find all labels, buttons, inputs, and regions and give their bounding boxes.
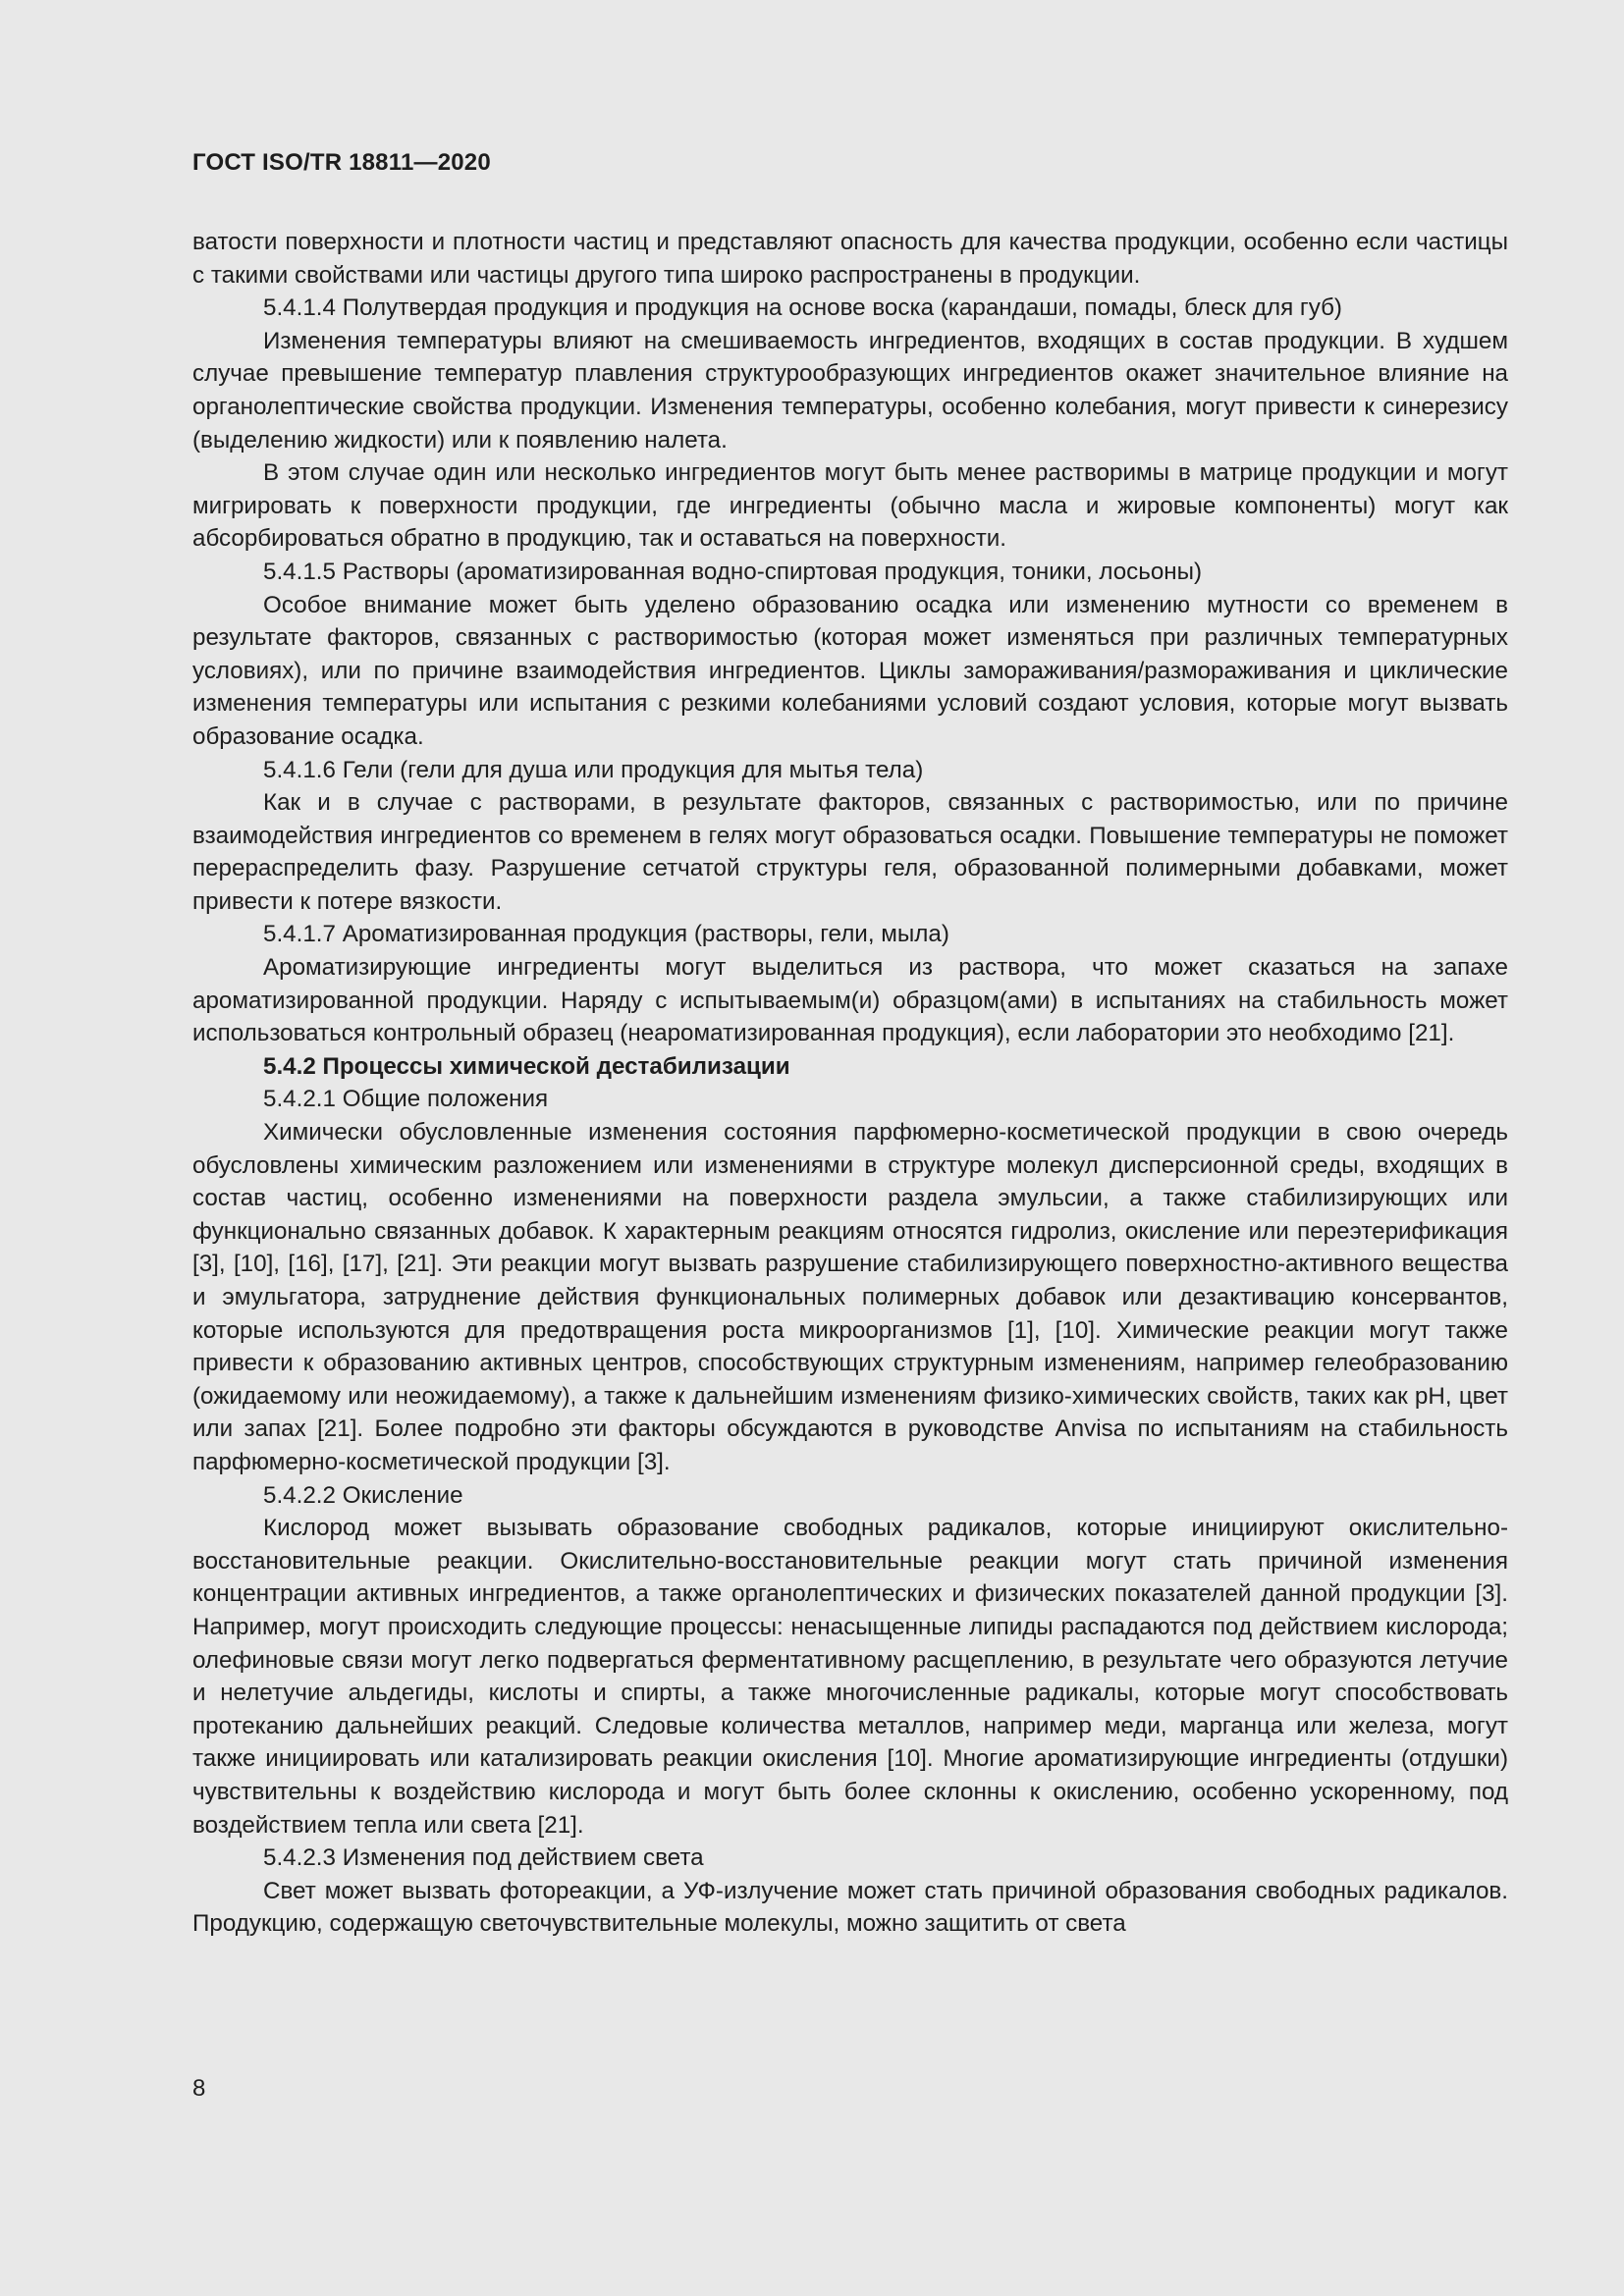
paragraph: Ароматизирующие ингредиенты могут выделиться из раствора, что может сказаться на запахе ароматизированной продукции. Наряду с испытываемым(и) образцом(ами) в испытаниях на стабильность может использоваться контрольный образец (неароматизированная продукция), если лаборатории это необходимо [21]. — [192, 954, 1508, 1047]
document-header: ГОСТ ISO/TR 18811—2020 — [192, 149, 491, 176]
paragraph: В этом случае один или несколько ингредиентов могут быть менее растворимы в матрице продукции и могут мигрировать к поверхности продукции, где ингредиенты (обычно масла и жировые компоненты) могут как абсорбироваться обратно в продукцию, так и оставаться на поверхности. — [192, 459, 1508, 553]
document-body — [192, 226, 1508, 1941]
section-heading-5-4-1-4: 5.4.1.4 Полутвердая продукция и продукция на основе воска (карандаши, помады, блеск для губ) — [263, 294, 1342, 322]
section-heading-5-4-2-1: 5.4.2.1 Общие положения — [263, 1086, 549, 1113]
section-heading-5-4-1-7: 5.4.1.7 Ароматизированная продукция (растворы, гели, мыла) — [263, 921, 949, 948]
paragraph: Кислород может вызывать образование свободных радикалов, которые инициируют окислительно-восстановительные реакции. Окислительно-восстановительные реакции могут стать причиной изменения концентрации активных ингредиентов, а также органолептических и физических показателей данной продукции [3]. Например, могут происходить следующие процессы: ненасыщенные липиды распадаются под действием кислорода; олефиновые связи могут легко подвергаться ферментативному расщеплению, в результате чего образуются летучие и нелетучие альдегиды, кислоты и спирты, а также многочисленные радикалы, которые могут способствовать протеканию дальнейших реакций. Следовые количества металлов, например меди, марганца или железа, могут также инициировать или катализировать реакции окисления [10]. Многие ароматизирующие ингредиенты (отдушки) чувствительны к воздействию кислорода и могут быть более склонны к окислению, особенно ускоренному, под воздействием тепла или света [21]. — [192, 1515, 1508, 1839]
section-heading-5-4-2: 5.4.2 Процессы химической дестабилизации — [263, 1052, 790, 1080]
paragraph: Изменения температуры влияют на смешиваемость ингредиентов, входящих в состав продукции. В худшем случае превышение температур плавления структурообразующих ингредиентов окажет значительное влияние на органолептические свойства продукции. Изменения температуры, особенно колебания, могут привести к синерезису (выделению жидкости) или к появлению налета. — [192, 327, 1508, 454]
section-heading-5-4-2-3: 5.4.2.3 Изменения под действием света — [263, 1844, 704, 1872]
section-heading-5-4-1-5: 5.4.1.5 Растворы (ароматизированная водно-спиртовая продукция, тоники, лосьоны) — [263, 558, 1203, 585]
paragraph: Особое внимание может быть уделено образованию осадка или изменению мутности со временем в результате факторов, связанных с растворимостью (которая может изменяться при различных температурных условиях), или по причине взаимодействия ингредиентов. Циклы замораживания/размораживания и циклические изменения температуры или испытания с резкими колебаниями условий создают условия, которые могут вызвать образование осадка. — [192, 591, 1508, 750]
paragraph: Химически обусловленные изменения состояния парфюмерно-косметической продукции в свою очередь обусловлены химическим разложением или изменениями в структуре молекул дисперсионной среды, входящих в состав частиц, особенно изменениями на поверхности раздела эмульсии, а также стабилизирующих или функционально связанных добавок. К характерным реакциям относятся гидролиз, окисление или переэтерификация [3], [10], [16], [17], [21]. Эти реакции могут вызвать разрушение стабилизирующего поверхностно-активного вещества и эмульгатора, затруднение действия функциональных полимерных добавок или дезактивацию консервантов, которые используются для предотвращения роста микроорганизмов [1], [10]. Химические реакции могут также привести к образованию активных центров, способствующих структурным изменениям, например гелеобразованию (ожидаемому или неожидаемому), а также к дальнейшим изменениям физико-химических свойств, таких как pH, цвет или запах [21]. Более подробно эти факторы обсуждаются в руководстве Anvisa по испытаниям на стабильность парфюмерно-косметической продукции [3]. — [192, 1119, 1508, 1475]
section-heading-5-4-2-2: 5.4.2.2 Окисление — [263, 1481, 463, 1509]
section-heading-5-4-1-6: 5.4.1.6 Гели (гели для душа или продукция для мытья тела) — [263, 756, 924, 783]
paragraph: Свет может вызвать фотореакции, а УФ-излучение может стать причиной образования свободных радикалов. Продукцию, содержащую светочувствительные молекулы, можно защитить от света — [192, 1877, 1508, 1938]
paragraph: Как и в случае с растворами, в результате факторов, связанных с растворимостью, или по причине взаимодействия ингредиентов со временем в гелях могут образоваться осадки. Повышение температуры не поможет перераспределить фазу. Разрушение сетчатой структуры геля, образованной полимерными добавками, может привести к потере вязкости. — [192, 789, 1508, 915]
paragraph: ватости поверхности и плотности частиц и представляют опасность для качества продукции, особенно если частицы с такими свойствами или частицы другого типа широко распространены в продукции. — [192, 229, 1508, 289]
page-number: 8 — [192, 2075, 206, 2102]
